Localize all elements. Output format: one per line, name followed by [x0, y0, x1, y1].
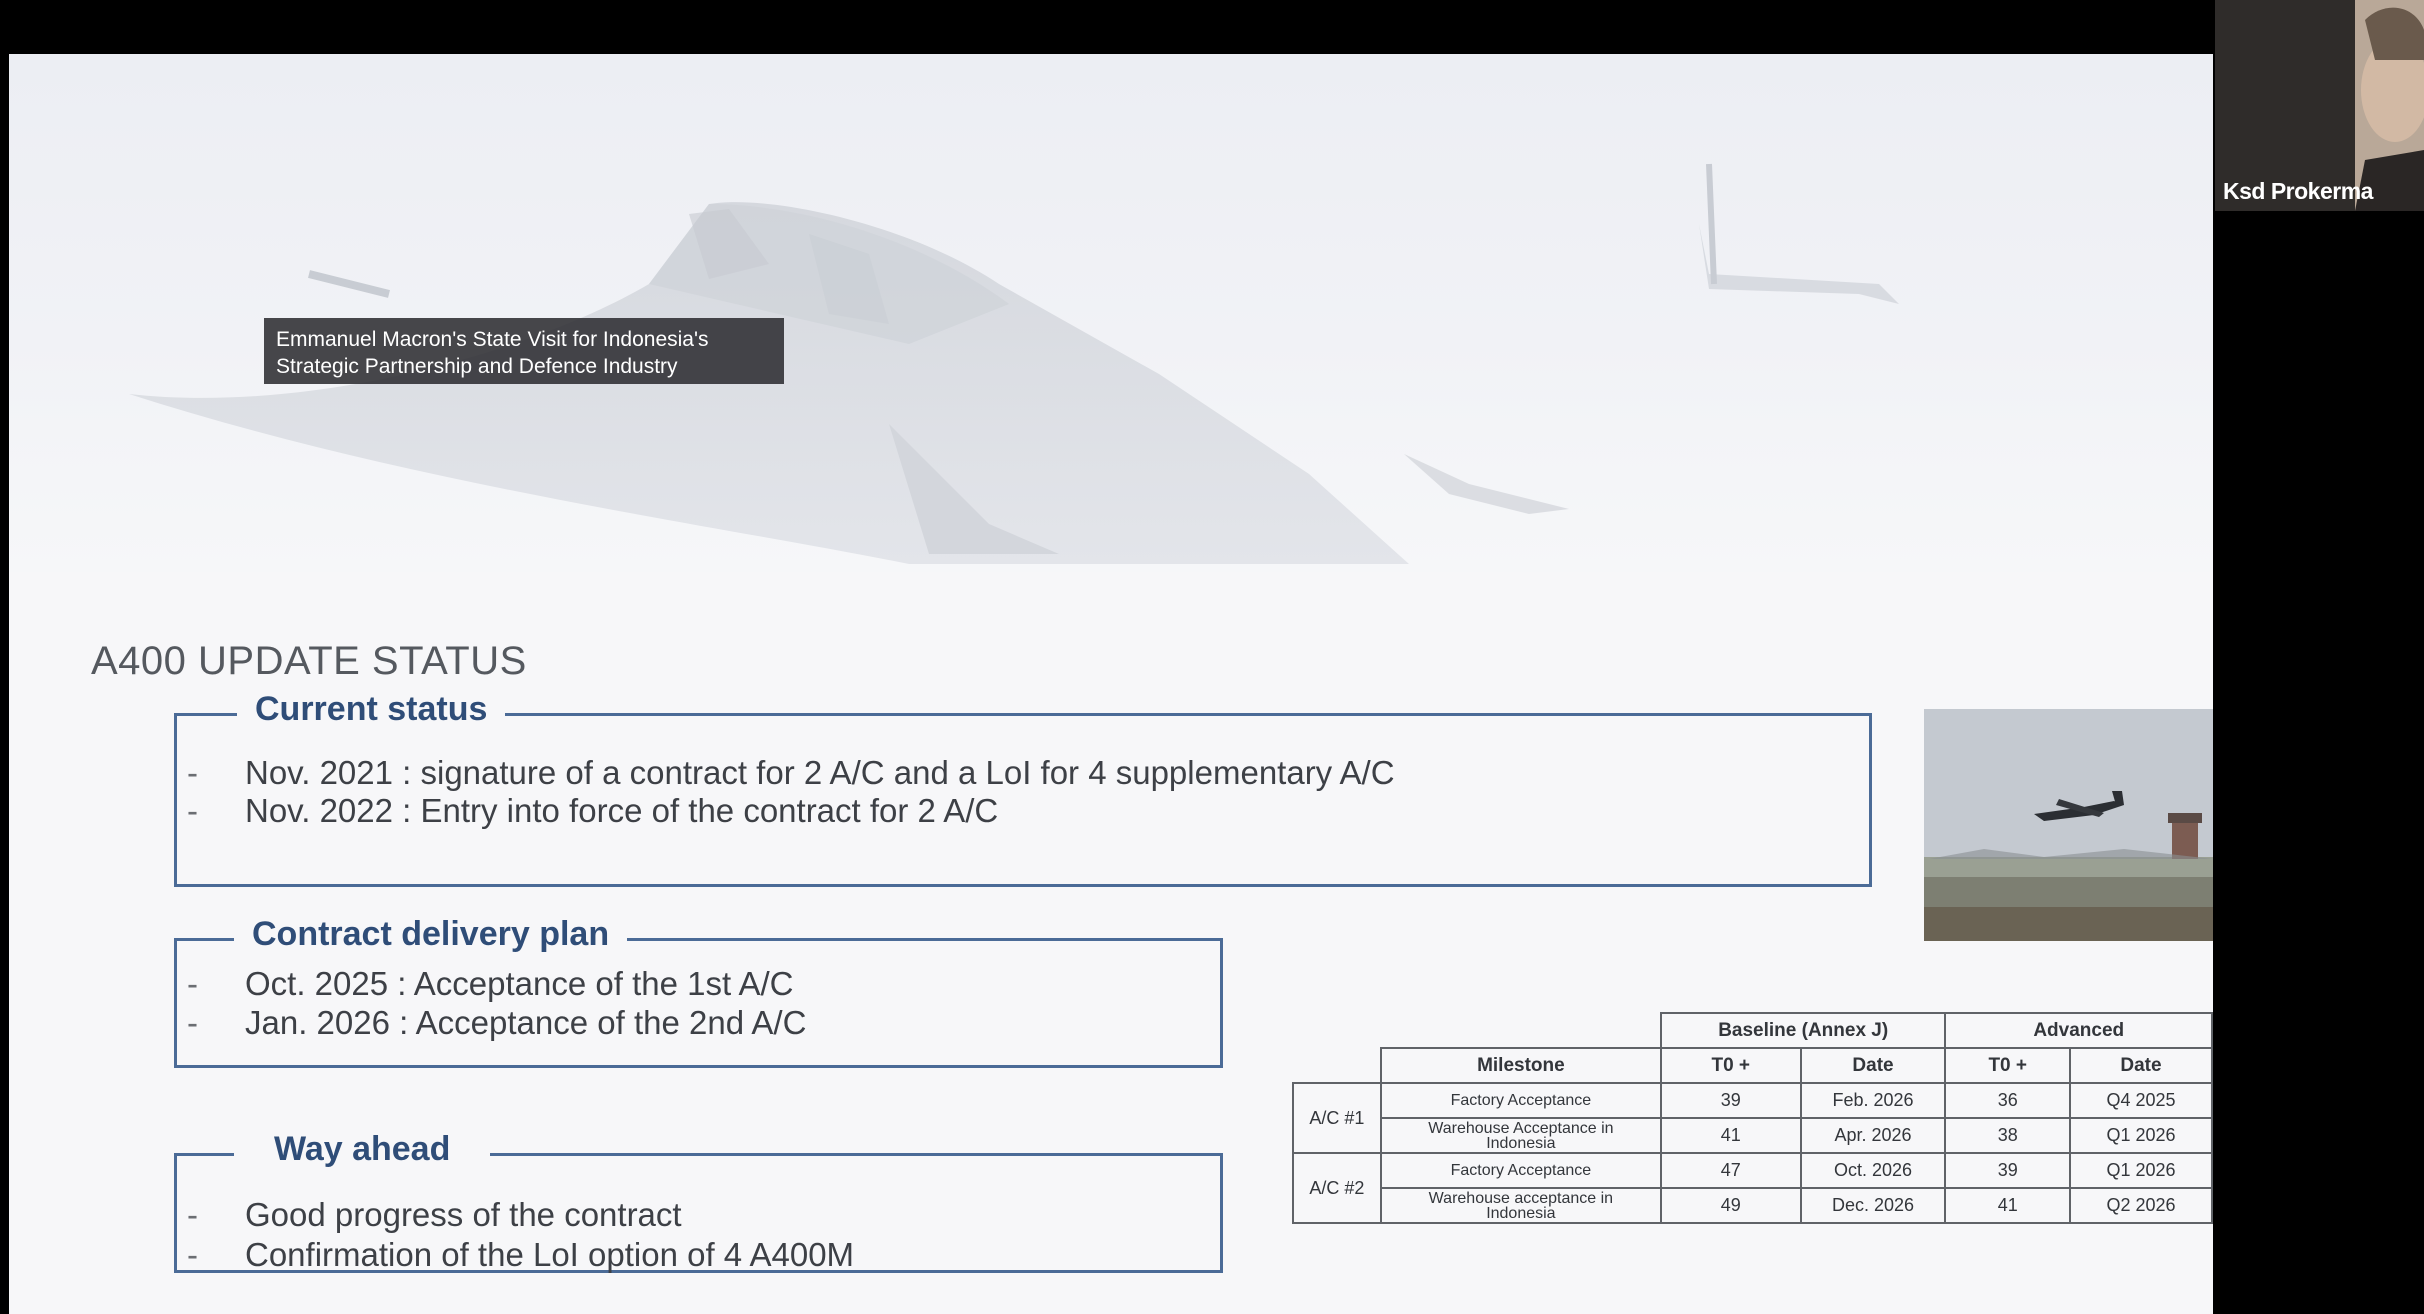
date-baseline-column-header: Date — [1801, 1048, 1946, 1083]
participant-name: Ksd Prokerma — [2223, 178, 2373, 204]
milestone-cell: Factory Acceptance — [1381, 1083, 1661, 1118]
bullet-dash: - — [187, 1004, 198, 1041]
table-row — [1293, 1083, 2212, 1118]
participant-video-tile[interactable] — [2215, 0, 2424, 211]
t0-advanced-cell: 36 — [1945, 1083, 2070, 1118]
current-status-box — [174, 690, 1872, 887]
bullet-dash: - — [187, 792, 198, 829]
baseline-header: Baseline (Annex J) — [1661, 1013, 1946, 1048]
date-baseline-cell: Apr. 2026 — [1801, 1118, 1946, 1153]
t0-baseline-cell: 47 — [1661, 1153, 1801, 1188]
delivery-plan-heading: Contract delivery plan — [234, 915, 627, 954]
list-item — [177, 1236, 854, 1274]
milestone-column-header: Milestone — [1381, 1048, 1661, 1083]
caption-line-1: Emmanuel Macron's State Visit for Indonesia's — [276, 328, 709, 351]
list-item — [177, 1196, 682, 1234]
list-item-text: Nov. 2022 : Entry into force of the contract for 2 A/C — [245, 792, 999, 829]
fighter-jet-image — [9, 54, 2213, 572]
bullet-dash: - — [187, 754, 198, 791]
slide-title: A400 UPDATE STATUS — [91, 639, 527, 683]
milestone-cell: Warehouse Acceptance in Indonesia — [1381, 1118, 1661, 1153]
bullet-dash: - — [187, 965, 198, 1002]
table-group-header-row — [1293, 1013, 2212, 1048]
aircraft-label: A/C #2 — [1293, 1153, 1381, 1223]
list-item — [177, 965, 794, 1003]
way-ahead-heading: Way ahead — [234, 1130, 490, 1169]
a400m-takeoff-photo — [1924, 709, 2213, 941]
table-column-header-row — [1293, 1048, 2212, 1083]
t0-advanced-cell: 39 — [1945, 1153, 2070, 1188]
delivery-plan-box — [174, 915, 1223, 1068]
way-ahead-box — [174, 1130, 1223, 1273]
list-item — [177, 792, 998, 830]
aircraft-label: A/C #1 — [1293, 1083, 1381, 1153]
table-row — [1293, 1153, 2212, 1188]
list-item-text: Good progress of the contract — [245, 1196, 682, 1233]
milestone-cell: Factory Acceptance — [1381, 1153, 1661, 1188]
caption-line-2: Strategic Partnership and Defence Industry — [276, 355, 678, 378]
airport-scene-image — [1924, 709, 2213, 941]
date-advanced-column-header: Date — [2070, 1048, 2212, 1083]
date-baseline-cell: Oct. 2026 — [1801, 1153, 1946, 1188]
t0-baseline-cell: 41 — [1661, 1118, 1801, 1153]
advanced-header: Advanced — [1945, 1013, 2212, 1048]
table-row — [1293, 1188, 2212, 1223]
list-item-text: Oct. 2025 : Acceptance of the 1st A/C — [245, 965, 794, 1002]
date-baseline-cell: Dec. 2026 — [1801, 1188, 1946, 1223]
list-item-text: Jan. 2026 : Acceptance of the 2nd A/C — [245, 1004, 807, 1041]
hero-banner — [9, 54, 2213, 572]
list-item-text: Nov. 2021 : signature of a contract for 2 A/C and a LoI for 4 supplementary A/C — [245, 754, 1395, 791]
t0-advanced-column-header: T0 + — [1945, 1048, 2070, 1083]
t0-advanced-cell: 41 — [1945, 1188, 2070, 1223]
date-advanced-cell: Q2 2026 — [2070, 1188, 2212, 1223]
presentation-slide — [9, 54, 2213, 1314]
date-advanced-cell: Q1 2026 — [2070, 1153, 2212, 1188]
t0-advanced-cell: 38 — [1945, 1118, 2070, 1153]
date-advanced-cell: Q1 2026 — [2070, 1118, 2212, 1153]
list-item — [177, 1004, 806, 1042]
milestone-table — [1292, 1012, 2213, 1224]
list-item — [177, 754, 1395, 792]
date-advanced-cell: Q4 2025 — [2070, 1083, 2212, 1118]
t0-baseline-cell: 39 — [1661, 1083, 1801, 1118]
t0-baseline-column-header: T0 + — [1661, 1048, 1801, 1083]
date-baseline-cell: Feb. 2026 — [1801, 1083, 1946, 1118]
table-row — [1293, 1118, 2212, 1153]
current-status-heading: Current status — [237, 690, 505, 729]
list-item-text: Confirmation of the LoI option of 4 A400M — [245, 1236, 855, 1273]
video-caption — [264, 318, 784, 384]
milestone-cell: Warehouse acceptance in Indonesia — [1381, 1188, 1661, 1223]
t0-baseline-cell: 49 — [1661, 1188, 1801, 1223]
bullet-dash: - — [187, 1196, 198, 1233]
bullet-dash: - — [187, 1236, 198, 1273]
